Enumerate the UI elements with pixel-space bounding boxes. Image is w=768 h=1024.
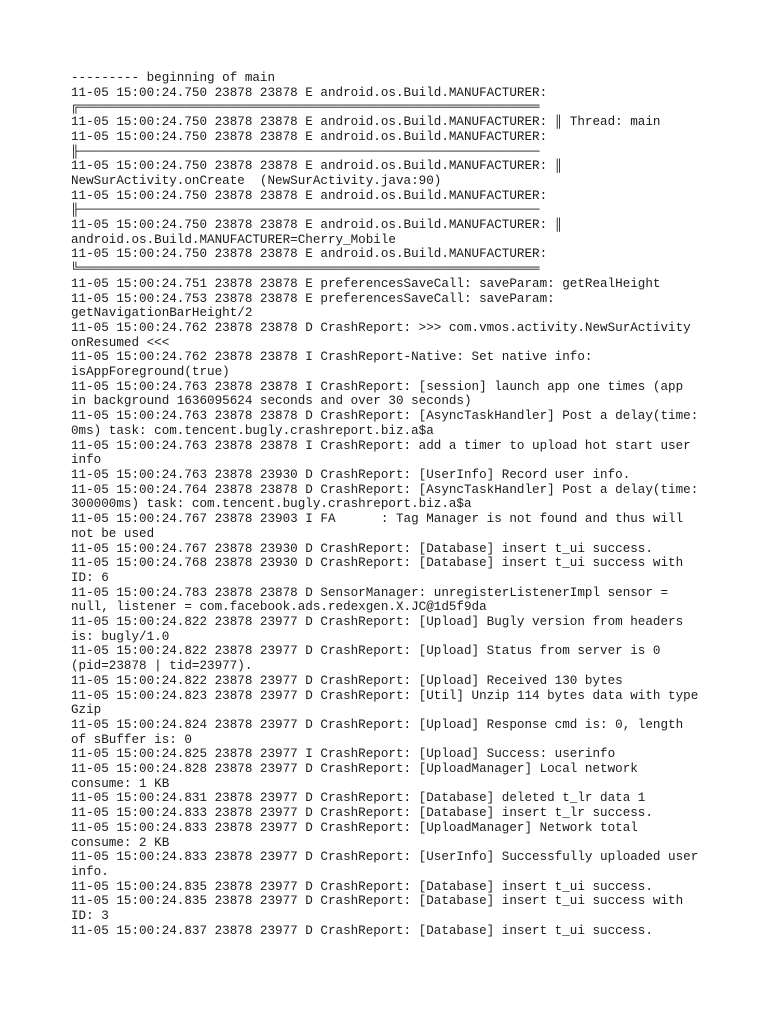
log-line: ╔═════════════════════════════════════════════════════════════ bbox=[71, 100, 540, 115]
log-line: 11-05 15:00:24.837 23878 23977 D CrashReport: [Database] insert t_ui success. bbox=[71, 923, 653, 938]
log-line: is: bugly/1.0 bbox=[71, 629, 170, 644]
log-line: getNavigationBarHeight/2 bbox=[71, 306, 253, 321]
log-line: 11-05 15:00:24.750 23878 23878 E android.os.Build.MANUFACTURER: ║ Thread: main bbox=[71, 115, 661, 130]
log-line: onResumed <<< bbox=[71, 335, 170, 350]
log-line: 0ms) task: com.tencent.bugly.crashreport.biz.a$a bbox=[71, 423, 434, 438]
log-line: ID: 3 bbox=[71, 909, 109, 924]
log-page bbox=[71, 71, 711, 938]
log-line: 11-05 15:00:24.822 23878 23977 D CrashReport: [Upload] Received 130 bytes bbox=[71, 673, 623, 688]
log-line: 11-05 15:00:24.767 23878 23930 D CrashReport: [Database] insert t_ui success. bbox=[71, 541, 653, 556]
log-line: of sBuffer is: 0 bbox=[71, 732, 192, 747]
log-line: info bbox=[71, 453, 102, 468]
log-line: 11-05 15:00:24.822 23878 23977 D CrashReport: [Upload] Bugly version from headers bbox=[71, 615, 684, 630]
log-line: 11-05 15:00:24.833 23878 23977 D CrashReport: [Database] insert t_lr success. bbox=[71, 806, 653, 821]
log-line: 11-05 15:00:24.828 23878 23977 D CrashReport: [UploadManager] Local network bbox=[71, 762, 638, 777]
log-line: 11-05 15:00:24.750 23878 23878 E android.os.Build.MANUFACTURER: bbox=[71, 188, 548, 203]
log-line: 11-05 15:00:24.750 23878 23878 E android.os.Build.MANUFACTURER: bbox=[71, 129, 548, 144]
log-line: 11-05 15:00:24.751 23878 23878 E preferencesSaveCall: saveParam: getRealHeight bbox=[71, 276, 661, 291]
log-line: 11-05 15:00:24.831 23878 23977 D CrashReport: [Database] deleted t_lr data 1 bbox=[71, 791, 646, 806]
log-line: 11-05 15:00:24.763 23878 23878 I CrashReport: [session] launch app one times (app bbox=[71, 379, 684, 394]
log-line: Gzip bbox=[71, 703, 102, 718]
log-line: 11-05 15:00:24.835 23878 23977 D CrashReport: [Database] insert t_ui success with bbox=[71, 894, 684, 909]
log-line: consume: 2 KB bbox=[71, 835, 170, 850]
log-line: 11-05 15:00:24.763 23878 23930 D CrashReport: [UserInfo] Record user info. bbox=[71, 467, 631, 482]
log-line: isAppForeground(true) bbox=[71, 365, 230, 380]
log-line: 300000ms) task: com.tencent.bugly.crashreport.biz.a$a bbox=[71, 497, 472, 512]
log-line: not be used bbox=[71, 526, 155, 541]
log-line: 11-05 15:00:24.763 23878 23878 D CrashReport: [AsyncTaskHandler] Post a delay(time: bbox=[71, 409, 699, 424]
log-line: 11-05 15:00:24.783 23878 23878 D SensorManager: unregisterListenerImpl sensor = bbox=[71, 585, 669, 600]
log-line: info. bbox=[71, 864, 109, 879]
log-line: 11-05 15:00:24.833 23878 23977 D CrashReport: [UserInfo] Successfully uploaded user bbox=[71, 850, 699, 865]
log-line: 11-05 15:00:24.823 23878 23977 D CrashReport: [Util] Unzip 114 bytes data with type bbox=[71, 688, 699, 703]
log-line: (pid=23878 | tid=23977). bbox=[71, 659, 253, 674]
log-line: 11-05 15:00:24.763 23878 23878 I CrashReport: add a timer to upload hot start user bbox=[71, 438, 691, 453]
log-line: 11-05 15:00:24.750 23878 23878 E android.os.Build.MANUFACTURER: bbox=[71, 247, 548, 262]
log-line: 11-05 15:00:24.767 23878 23903 I FA : Tag Manager is not found and thus will bbox=[71, 512, 684, 527]
log-line: 11-05 15:00:24.822 23878 23977 D CrashReport: [Upload] Status from server is 0 bbox=[71, 644, 661, 659]
log-line: android.os.Build.MANUFACTURER=Cherry_Mobile bbox=[71, 232, 396, 247]
log-line: 11-05 15:00:24.762 23878 23878 D CrashReport: >>> com.vmos.activity.NewSurActivity bbox=[71, 320, 691, 335]
log-line: 11-05 15:00:24.750 23878 23878 E android.os.Build.MANUFACTURER: ║ bbox=[71, 218, 563, 233]
log-line: 11-05 15:00:24.833 23878 23977 D CrashReport: [UploadManager] Network total bbox=[71, 820, 638, 835]
log-line: 11-05 15:00:24.762 23878 23878 I CrashReport-Native: Set native info: bbox=[71, 350, 593, 365]
log-line: ╚═════════════════════════════════════════════════════════════ bbox=[71, 262, 540, 277]
log-line: ╟───────────────────────────────────────────────────────────── bbox=[71, 203, 540, 218]
logcat-output bbox=[71, 71, 711, 938]
log-line: 11-05 15:00:24.824 23878 23977 D CrashReport: [Upload] Response cmd is: 0, length bbox=[71, 717, 684, 732]
log-line: NewSurActivity.onCreate (NewSurActivity.java:90) bbox=[71, 173, 442, 188]
log-line: null, listener = com.facebook.ads.redexgen.X.JC@1d5f9da bbox=[71, 600, 487, 615]
log-line: 11-05 15:00:24.835 23878 23977 D CrashReport: [Database] insert t_ui success. bbox=[71, 879, 653, 894]
log-line: ╟───────────────────────────────────────────────────────────── bbox=[71, 144, 540, 159]
log-line: --------- beginning of main bbox=[71, 71, 276, 85]
log-line: consume: 1 KB bbox=[71, 776, 170, 791]
log-line: 11-05 15:00:24.764 23878 23878 D CrashReport: [AsyncTaskHandler] Post a delay(time: bbox=[71, 482, 699, 497]
log-line: ID: 6 bbox=[71, 570, 109, 585]
log-line: 11-05 15:00:24.825 23878 23977 I CrashReport: [Upload] Success: userinfo bbox=[71, 747, 616, 762]
log-line: 11-05 15:00:24.768 23878 23930 D CrashReport: [Database] insert t_ui success with bbox=[71, 556, 684, 571]
log-line: 11-05 15:00:24.750 23878 23878 E android.os.Build.MANUFACTURER: ║ bbox=[71, 159, 563, 174]
log-line: in background 1636095624 seconds and over 30 seconds) bbox=[71, 394, 472, 409]
log-line: 11-05 15:00:24.750 23878 23878 E android.os.Build.MANUFACTURER: bbox=[71, 85, 548, 100]
log-line: 11-05 15:00:24.753 23878 23878 E preferencesSaveCall: saveParam: bbox=[71, 291, 555, 306]
